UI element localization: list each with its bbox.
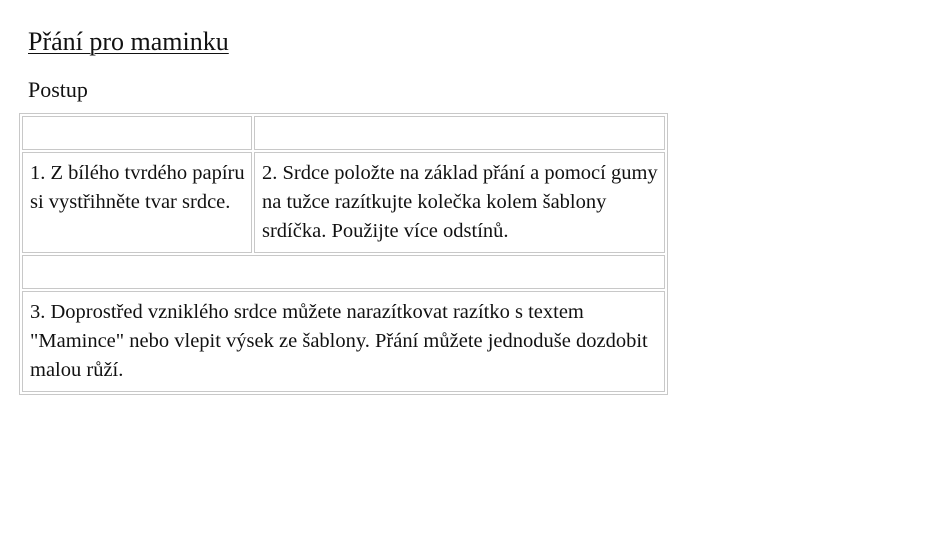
table-row xyxy=(22,152,665,253)
section-heading: Postup xyxy=(28,77,88,102)
table-row-empty xyxy=(22,116,665,150)
table-row-empty xyxy=(22,255,665,289)
steps-table xyxy=(19,113,668,395)
step-2-text: 2. Srdce položte na základ přání a pomocí gumy na tužce razítkujte kolečka kolem šablony srdíčka. Použijte více odstínů. xyxy=(254,152,665,253)
table-row xyxy=(22,291,665,392)
document-title: Přání pro maminku xyxy=(28,27,229,56)
empty-image-cell xyxy=(22,255,665,289)
empty-image-cell xyxy=(254,116,665,150)
empty-image-cell xyxy=(22,116,252,150)
step-1-text: 1. Z bílého tvrdého papíru si vystřihněte tvar srdce. xyxy=(22,152,252,253)
step-3-text: 3. Doprostřed vzniklého srdce můžete narazítkovat razítko s textem "Mamince" nebo vlepit výsek ze šablony. Přání můžete jednoduše dozdobit malou růží. xyxy=(22,291,665,392)
